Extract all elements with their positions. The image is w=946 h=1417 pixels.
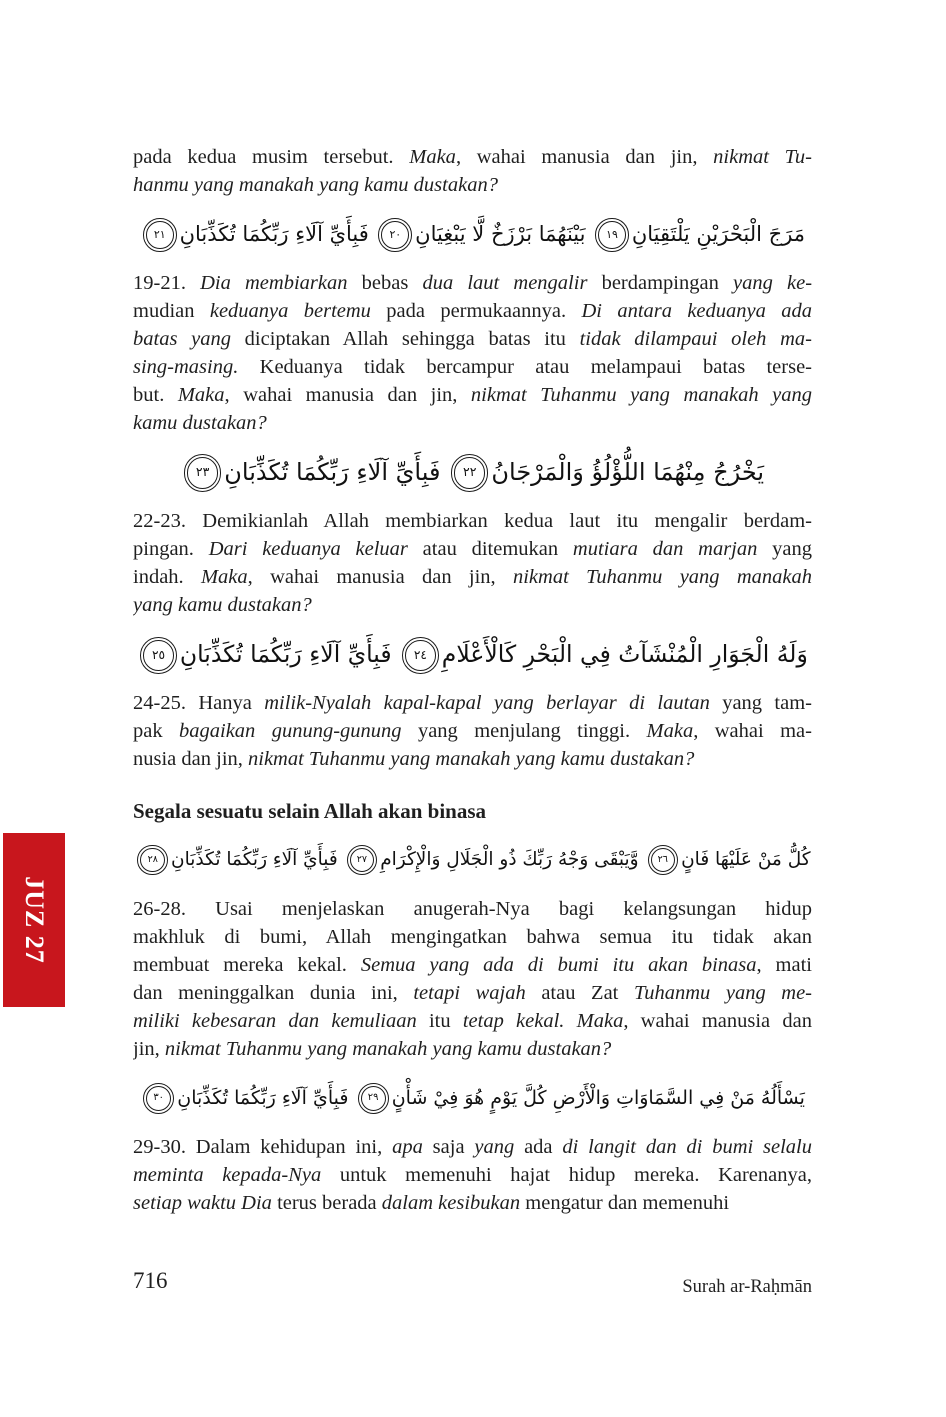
translation-italic-text: hanmu yang manakah yang kamu dustakan? — [133, 174, 498, 196]
paragraph — [133, 895, 812, 1063]
arabic-verse-text: فَبِأَيِّ آلَاءِ رَبِّكُمَا تُكَذِّبَانِ — [224, 458, 441, 486]
arabic-verse-text: كُلُّ مَنْ عَلَيْهَا فَانٍ — [681, 849, 811, 870]
translation-italic-text: milik-Nyalah kapal-kapal yang berlayar di lautan — [264, 692, 710, 714]
body-text: indah. — [133, 566, 201, 588]
body-text: itu — [416, 1010, 463, 1032]
translation-italic-text: kamu dustakan? — [133, 412, 267, 434]
text-line — [133, 1035, 812, 1063]
juz-label: JUZ 27 — [20, 876, 49, 964]
arabic-verse-text: وَلَهُ الْجَوَارِ الْمُنْشَآتُ فِي الْبَحْرِ كَالْأَعْلَامِ — [441, 640, 808, 668]
quran-verse-line — [133, 835, 812, 885]
body-text: Keduanya tidak bercampur atau melampaui batas terse- — [238, 356, 812, 378]
body-text: membuat mereka kekal. — [133, 954, 361, 976]
translation-italic-text: nikmat Tuhanmu yang manakah yang kamu dustakan? — [164, 1038, 612, 1060]
text-line — [133, 689, 812, 717]
ayah-number-marker: ٢٥ — [143, 640, 174, 671]
quran-verse-line — [133, 447, 812, 497]
body-text: pak — [133, 720, 180, 742]
quran-verse-line — [133, 1073, 812, 1123]
translation-italic-text: Maka — [646, 720, 694, 742]
arabic-verse-text: فَبِأَيِّ آلَاءِ رَبِّكُمَا تُكَذِّبَانِ — [179, 640, 392, 668]
arabic-verse-text: فَبِأَيِّ آلَاءِ رَبِّكُمَا تُكَذِّبَانِ — [179, 222, 369, 246]
translation-italic-text: apa — [392, 1136, 423, 1158]
body-text: atau ditemukan — [407, 538, 573, 560]
body-text: terus berada — [271, 1192, 382, 1214]
paragraph — [133, 269, 812, 437]
paragraph — [133, 143, 812, 199]
paragraph — [133, 507, 812, 619]
translation-italic-text: nikmat Tu- — [713, 146, 812, 168]
text-line — [133, 1133, 812, 1161]
ayah-number-marker: ١٩ — [598, 221, 626, 249]
arabic-verse-text: بَيْنَهُمَا بَرْزَخٌ لَّا يَبْغِيَانِ — [415, 222, 586, 246]
body-text: 24-25. Hanya — [133, 692, 265, 714]
body-text: mengatur dan memenuhi — [520, 1192, 730, 1214]
text-line — [133, 325, 812, 353]
body-text: atau Zat — [525, 982, 634, 1004]
ayah-number-marker: ٢٧ — [350, 848, 375, 873]
body-text: pingan. — [133, 538, 209, 560]
body-text: saja — [422, 1136, 475, 1158]
body-text: bebas — [347, 272, 423, 294]
body-text: ada — [514, 1136, 563, 1158]
paragraph — [133, 689, 812, 773]
arabic-verse-text: فَبِأَيِّ آلَاءِ رَبِّكُمَا تُكَذِّبَانِ — [171, 849, 338, 870]
quran-verse-line — [133, 209, 812, 259]
body-text: pada permukaannya. — [370, 300, 582, 322]
ayah-number-marker: ٢٣ — [187, 457, 218, 488]
arabic-verse-text: يَسْأَلُهُ مَنْ فِي السَّمَاوَاتِ وَالْأَرْضِ كُلَّ يَوْمٍ هُوَ فِيْ شَأْنٍ — [391, 1087, 805, 1109]
body-text: 29-30. Dalam kehidupan ini, — [133, 1136, 393, 1158]
ayah-number-marker: ٢٨ — [140, 848, 165, 873]
text-line — [133, 895, 812, 923]
ayah-number-marker: ٢٢ — [454, 457, 485, 488]
translation-italic-text: yang — [474, 1136, 515, 1158]
body-text: 19-21. — [133, 272, 201, 294]
translation-italic-text: nikmat Tuhanmu yang manakah yang — [470, 384, 812, 406]
text-line — [133, 951, 812, 979]
ayah-number-marker: ٢٤ — [405, 640, 436, 671]
text-line — [133, 171, 812, 199]
translation-italic-text: dalam kesibukan — [381, 1192, 521, 1214]
text-line — [133, 591, 812, 619]
arabic-verse-text: وَّيَبْقَى وَجْهُ رَبِّكَ ذُو الْجَلَالِ وَالْإِكْرَامِ — [380, 849, 639, 870]
arabic-verse-text: يَخْرُجُ مِنْهُمَا اللُّؤْلُؤُ وَالْمَرْجَانُ — [491, 458, 765, 486]
body-text: yang menjulang tinggi. — [401, 720, 647, 742]
arabic-verse-text: فَبِأَيِّ آلَاءِ رَبِّكُمَا تُكَذِّبَانِ — [177, 1087, 349, 1109]
ayah-number-marker: ٢١ — [146, 221, 174, 249]
translation-italic-text: tidak dilampaui oleh ma- — [579, 328, 812, 350]
translation-italic-text: nikmat Tuhanmu yang manakah — [512, 566, 812, 588]
paragraph — [133, 1133, 812, 1217]
text-line — [133, 745, 812, 773]
body-text: berdampingan — [587, 272, 733, 294]
body-text: , wahai manusia dan jin, — [455, 146, 714, 168]
juz-tab — [3, 833, 65, 1007]
body-text: yang — [757, 538, 812, 560]
translation-italic-text: miliki kebesaran dan kemuliaan — [133, 1010, 417, 1032]
body-text: dan meninggalkan dunia ini, — [133, 982, 414, 1004]
text-line — [133, 269, 812, 297]
body-text: untuk memenuhi hajat hidup mereka. Karenanya, — [321, 1164, 812, 1186]
body-text: 22-23. Demikianlah Allah membiarkan kedua laut itu mengalir berdam- — [133, 510, 812, 532]
section-heading: Segala sesuatu selain Allah akan binasa — [133, 799, 487, 823]
text-line — [133, 381, 812, 409]
body-text: , wahai ma- — [693, 720, 812, 742]
body-text: , wahai manusia dan — [623, 1010, 812, 1032]
ayah-number-marker: ٢٠ — [381, 221, 409, 249]
translation-italic-text: Di antara keduanya ada — [581, 300, 812, 322]
surah-title: Surah ar-Raḥmān — [682, 1277, 812, 1297]
arabic-verse-text: مَرَجَ الْبَحْرَيْنِ يَلْتَقِيَانِ — [631, 222, 806, 246]
body-text: makhluk di bumi, Allah mengingatkan bahwa semua itu tidak akan — [133, 926, 812, 948]
translation-italic-text: di langit dan di bumi selalu — [562, 1136, 812, 1158]
body-text: 26-28. Usai menjelaskan anugerah-Nya bagi kelangsungan hidup — [133, 898, 812, 920]
text-line — [133, 923, 812, 951]
text-line — [133, 507, 812, 535]
content-column — [133, 143, 812, 1217]
translation-italic-text: Maka — [200, 566, 248, 588]
text-line — [133, 1189, 812, 1217]
body-text: pada kedua musim tersebut. — [133, 146, 410, 168]
translation-italic-text: Dia membiarkan — [200, 272, 348, 294]
text-line — [133, 535, 812, 563]
translation-italic-text: yang ke- — [733, 272, 812, 294]
body-text: mudian — [133, 300, 210, 322]
body-text: diciptakan Allah sehingga batas itu — [230, 328, 580, 350]
translation-italic-text: nikmat Tuhanmu yang manakah yang kamu dustakan? — [248, 748, 695, 770]
translation-italic-text: Dari keduanya keluar — [208, 538, 408, 560]
text-line — [133, 297, 812, 325]
translation-italic-text: Maka — [177, 384, 225, 406]
translation-italic-text: Maka — [409, 146, 456, 168]
translation-italic-text: Tuhanmu yang me- — [633, 982, 812, 1004]
text-line — [133, 409, 812, 437]
translation-italic-text: tetapi wajah — [413, 982, 526, 1004]
translation-italic-text: yang kamu dustakan? — [133, 594, 312, 616]
page-number: 716 — [133, 1268, 168, 1293]
body-text: yang tam- — [709, 692, 812, 714]
body-text: , wahai manusia dan jin, — [247, 566, 513, 588]
text-line — [133, 353, 812, 381]
translation-italic-text: keduanya bertemu — [209, 300, 371, 322]
text-line — [133, 717, 812, 745]
ayah-number-marker: ٢٩ — [361, 1086, 386, 1111]
ayah-number-marker: ٣٠ — [146, 1086, 171, 1111]
translation-italic-text: setiap waktu Dia — [133, 1192, 272, 1214]
translation-italic-text: dua laut mengalir — [422, 272, 588, 294]
body-text: but. — [133, 384, 178, 406]
body-text: jin, — [133, 1038, 165, 1060]
translation-italic-text: batas yang — [133, 328, 231, 350]
translation-italic-text: mutiara dan marjan — [572, 538, 758, 560]
translation-italic-text: Semua yang ada di bumi itu akan binasa — [360, 954, 757, 976]
translation-italic-text: tetap kekal. Maka — [462, 1010, 624, 1032]
body-text: , wahai manusia dan jin, — [224, 384, 471, 406]
text-line — [133, 143, 812, 171]
body-text: nusia dan jin, — [133, 748, 249, 770]
translation-italic-text: meminta kepada-Nya — [133, 1164, 322, 1186]
translation-italic-text: bagaikan gunung-gunung — [179, 720, 402, 742]
text-line — [133, 979, 812, 1007]
body-text: , mati — [756, 954, 812, 976]
quran-verse-line — [133, 629, 812, 679]
text-line — [133, 1007, 812, 1035]
text-line — [133, 1161, 812, 1189]
ayah-number-marker: ٢٦ — [651, 848, 676, 873]
text-line — [133, 563, 812, 591]
translation-italic-text: sing-masing. — [133, 356, 239, 378]
